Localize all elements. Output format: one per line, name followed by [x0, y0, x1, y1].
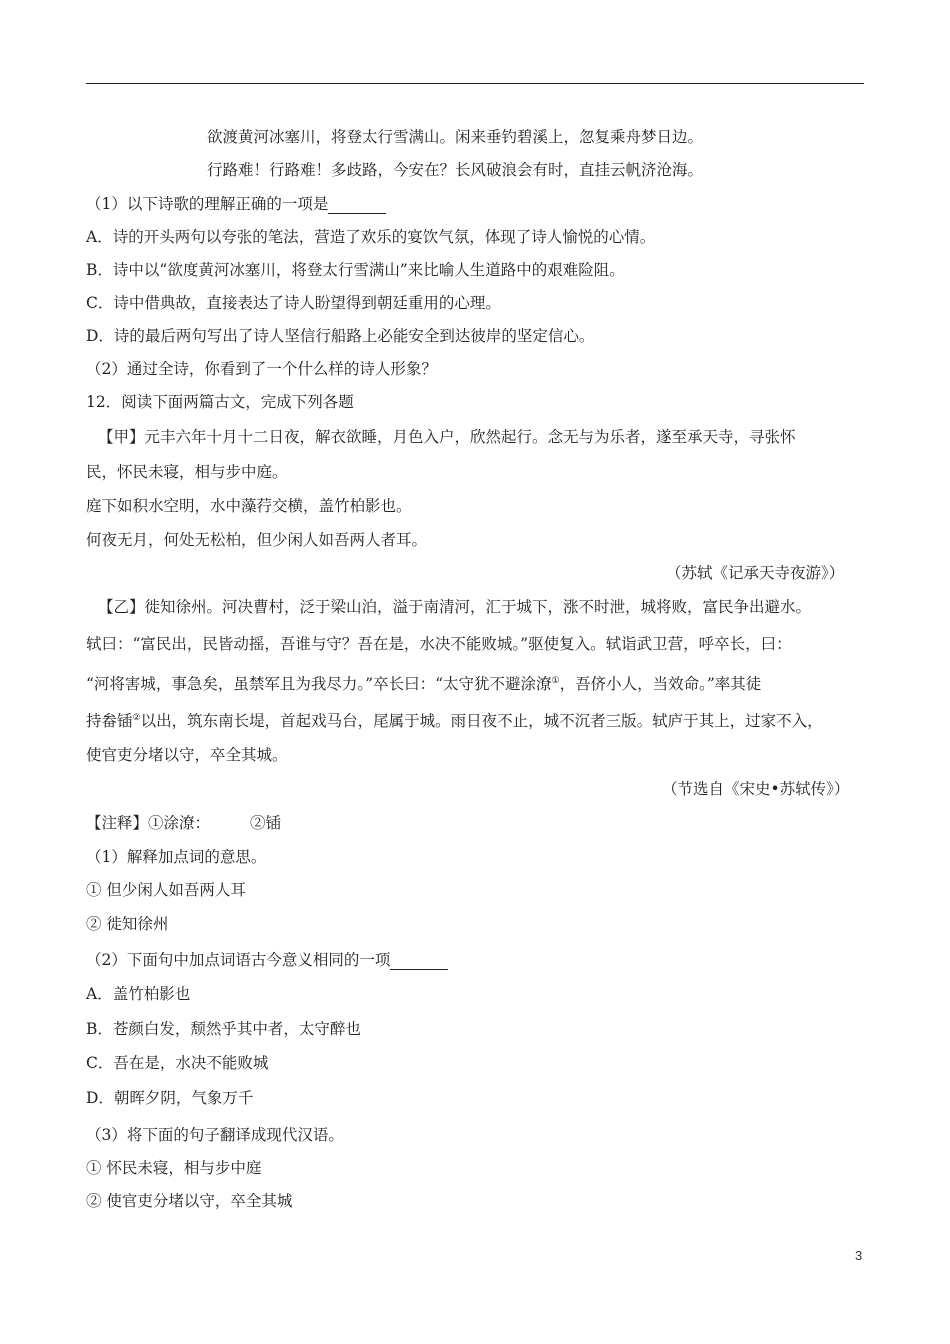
q12-sub2-text: （2）下面句中加点词语古今意义相同的一项 — [86, 951, 391, 969]
q11-sub1-text: （1）以下诗歌的理解正确的一项是 — [86, 195, 329, 213]
q11-option-d: D．诗的最后两句写出了诗人坚信行船路上必能安全到达彼岸的坚定信心。 — [86, 327, 595, 345]
yi-para-3 — [86, 671, 761, 694]
header-rule — [86, 83, 864, 84]
poem-line-2: 行路难！行路难！多歧路，今安在？长风破浪会有时，直挂云帆济沧海。 — [207, 161, 704, 179]
yi-para-2: 轼曰：“富民出，民皆动摇，吾谁与守？吾在是，水决不能败城。”驱使复入。轼诣武卫营，呼卒长，曰： — [86, 635, 792, 653]
footnote-ref-2: ② — [132, 713, 141, 723]
q12-option-d: D．朝晖夕阴，气象万千 — [86, 1089, 254, 1107]
q12-sub3-item-2: ② 使官吏分堵以守，卒全其城 — [86, 1192, 293, 1210]
yi-para-3-a: “河将害城，事急矣，虽禁军且为我尽力。”卒长曰：“太守犹不避涂潦 — [86, 675, 552, 694]
q11-option-a: A．诗的开头两句以夸张的笔法，营造了欢乐的宴饮气氛，体现了诗人愉悦的心情。 — [86, 228, 656, 246]
q12-option-a: A．盖竹柏影也 — [86, 985, 191, 1003]
q12-sub1-item-1: ① 但少闲人如吾两人耳 — [86, 881, 246, 899]
q12-sub3-item-1: ① 怀民未寝，相与步中庭 — [86, 1159, 262, 1177]
answer-blank — [390, 955, 448, 970]
q11-sub1 — [86, 194, 386, 214]
poem-line-1: 欲渡黄河冰塞川，将登太行雪满山。闲来垂钓碧溪上，忽复乘舟梦日边。 — [207, 128, 704, 146]
q11-sub2: （2）通过全诗，你看到了一个什么样的诗人形象？ — [86, 360, 437, 378]
q12-sub3: （3）将下面的句子翻译成现代汉语。 — [86, 1126, 344, 1144]
jia-source: （苏轼《记承天寺夜游》） — [666, 564, 845, 582]
yi-para-5: 使官吏分堵以守，卒全其城。 — [86, 746, 288, 764]
answer-blank — [328, 199, 386, 214]
notes-label: 【注释】 — [86, 814, 149, 832]
page-number: 3 — [855, 1248, 863, 1263]
q12-sub2 — [86, 950, 448, 970]
yi-para-4 — [86, 708, 823, 731]
q12-title: 12．阅读下面两篇古文，完成下列各题 — [86, 393, 354, 411]
yi-para-3-b: ，吾侪小人，当效命。”率其徒 — [559, 675, 762, 694]
yi-para-4-a: 持畚锸 — [86, 712, 133, 731]
jia-para-2: 民，怀民未寝，相与步中庭。 — [86, 463, 288, 481]
q12-sub1: （1）解释加点词的意思。 — [86, 848, 267, 866]
q12-option-c: C．吾在是，水决不能败城 — [86, 1054, 269, 1072]
jia-para-4: 何夜无月，何处无松柏，但少闲人如吾两人者耳。 — [86, 531, 428, 549]
q12-option-b: B．苍颜白发，颓然乎其中者，太守醉也 — [86, 1020, 361, 1038]
yi-source: （节选自《宋史•苏轼传》） — [662, 780, 850, 798]
q11-option-b: B．诗中以“欲度黄河冰塞川，将登太行雪满山”来比喻人生道路中的艰难险阻。 — [86, 261, 625, 279]
q12-sub1-item-2: ② 徙知徐州 — [86, 915, 169, 933]
note-1: ①涂潦： — [148, 814, 211, 832]
jia-para-1: 【甲】元丰六年十月十二日夜，解衣欲睡，月色入户，欣然起行。念无与为乐者，遂至承天寺，寻张怀 — [98, 428, 796, 446]
notes-line — [86, 813, 281, 833]
footnote-ref-1: ① — [551, 676, 560, 686]
yi-para-1: 【乙】徙知徐州。河决曹村，泛于梁山泊，溢于南清河，汇于城下，涨不时泄，城将败，富民争出避水。 — [98, 598, 812, 616]
yi-para-4-b: 以出，筑东南长堤，首起戏马台，尾属于城。雨日夜不止，城不沉者三版。轼庐于其上，过家不入， — [140, 712, 823, 731]
jia-para-3: 庭下如积水空明，水中藻荇交横，盖竹柏影也。 — [86, 497, 412, 515]
note-2: ②锸 — [250, 814, 282, 832]
q11-option-c: C．诗中借典故，直接表达了诗人盼望得到朝廷重用的心理。 — [86, 294, 501, 312]
